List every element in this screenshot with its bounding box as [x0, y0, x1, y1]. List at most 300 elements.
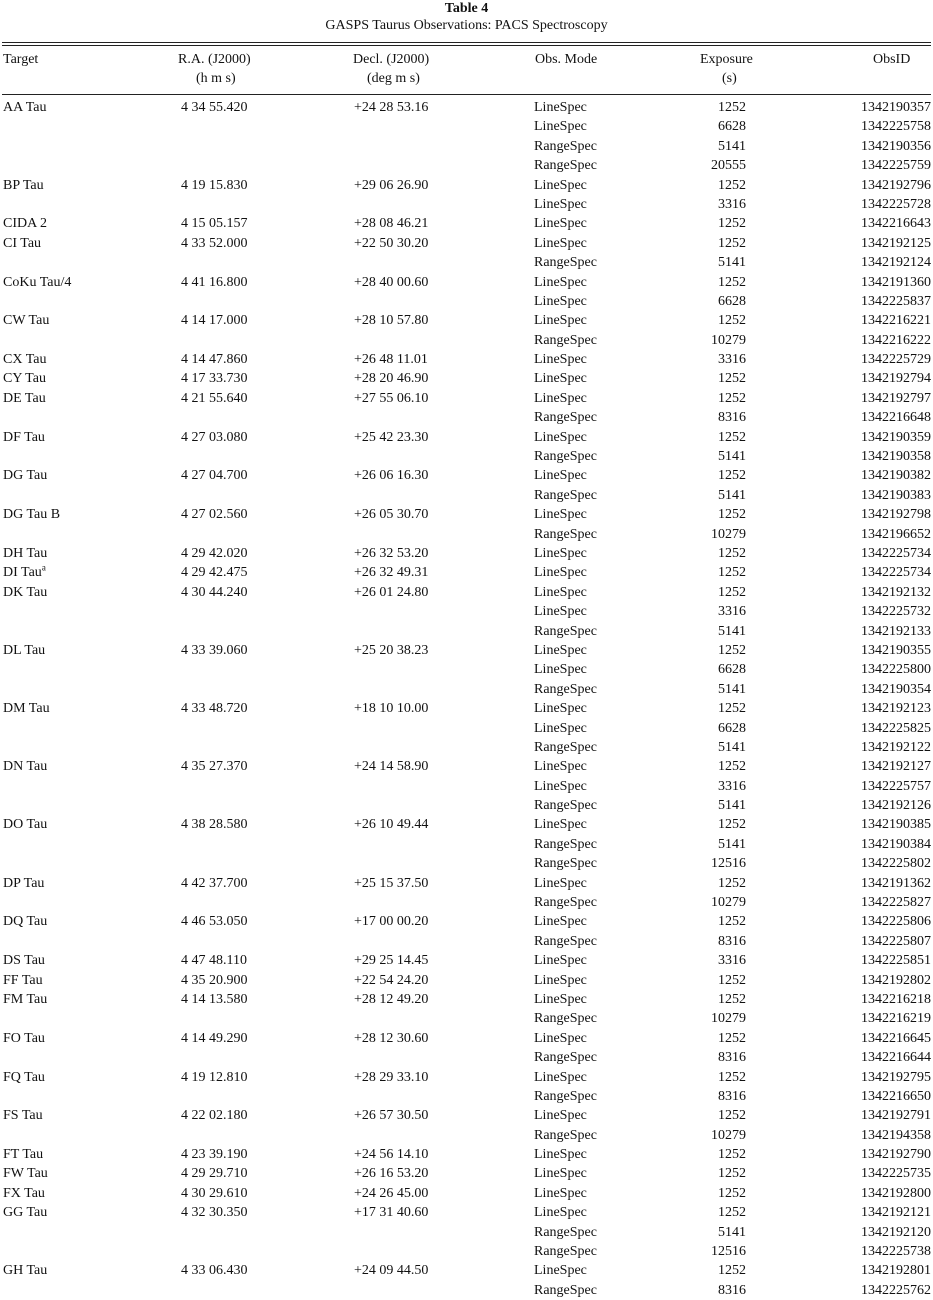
table-number: Table 4	[444, 1, 489, 16]
target-cell: DM Tau	[3, 701, 50, 717]
dec-cell: +26 32 49.31	[354, 565, 429, 581]
obs-mode-cell: LineSpec	[534, 565, 587, 581]
obsid-cell: 1342192120	[861, 1224, 931, 1240]
ra-cell: 4 33 48.720	[181, 701, 248, 717]
obsid-cell: 1342190358	[861, 449, 931, 465]
ra-cell: 4 14 17.000	[181, 313, 248, 329]
obsid-cell: 1342216648	[861, 410, 931, 426]
obsid-cell: 1342225734	[861, 565, 931, 581]
obs-mode-cell: LineSpec	[534, 1166, 587, 1182]
ra-cell: 4 29 42.475	[181, 565, 248, 581]
target-cell: DI Tau$^a$	[3, 562, 46, 581]
obs-mode-cell: LineSpec	[534, 875, 587, 891]
dec-cell: +25 15 37.50	[354, 875, 429, 891]
target-cell: FQ Tau	[3, 1069, 45, 1085]
table-row	[0, 331, 933, 350]
dec-cell: +26 57 30.50	[354, 1108, 429, 1124]
table-row	[0, 1145, 933, 1164]
obsid-cell: 1342192132	[861, 584, 931, 600]
obs-mode-cell: LineSpec	[534, 1069, 587, 1085]
target-cell: GH Tau	[3, 1263, 48, 1279]
table-row	[0, 1223, 933, 1242]
table-row	[0, 137, 933, 156]
obsid-cell: 1342216219	[861, 1011, 931, 1027]
target-cell: CY Tau	[3, 371, 46, 387]
table-row	[0, 893, 933, 912]
obs-mode-cell: LineSpec	[534, 119, 587, 135]
obs-mode-cell: RangeSpec	[534, 856, 597, 872]
obs-mode-cell: LineSpec	[534, 991, 587, 1007]
obs-mode-cell: LineSpec	[534, 100, 587, 115]
dec-cell: +24 56 14.10	[354, 1147, 429, 1163]
obsid-cell: 1342196652	[861, 526, 931, 542]
exposure-cell: 6628	[718, 720, 746, 736]
table-row	[0, 1281, 933, 1300]
exposure-cell: 6628	[718, 662, 746, 678]
obsid-cell: 1342192801	[861, 1263, 931, 1279]
obs-mode-cell: RangeSpec	[534, 1011, 597, 1027]
ra-cell: 4 35 20.900	[181, 972, 248, 988]
dec-cell: +22 50 30.20	[354, 235, 429, 251]
target-cell: BP Tau	[3, 177, 44, 193]
exposure-cell: 5141	[718, 1224, 746, 1240]
header-ra-unit: (h m s)	[196, 71, 236, 86]
obs-mode-cell: RangeSpec	[534, 1088, 597, 1104]
table-row	[0, 1087, 933, 1106]
obsid-cell: 1342225806	[861, 914, 931, 930]
exposure-cell: 8316	[718, 1050, 746, 1066]
table-row	[0, 466, 933, 485]
exposure-cell: 1252	[718, 1030, 746, 1046]
obs-mode-cell: LineSpec	[534, 953, 587, 969]
target-cell: DH Tau	[3, 545, 48, 561]
table-title: GASPS Taurus Observations: PACS Spectroscopy	[325, 18, 608, 33]
obsid-cell: 1342225759	[861, 158, 931, 174]
target-cell: FS Tau	[3, 1108, 43, 1124]
obsid-cell: 1342225825	[861, 720, 931, 736]
obsid-cell: 1342192133	[861, 623, 931, 639]
target-cell: DK Tau	[3, 584, 48, 600]
exposure-cell: 1252	[718, 468, 746, 484]
exposure-cell: 1252	[718, 545, 746, 561]
ra-cell: 4 46 53.050	[181, 914, 248, 930]
obs-mode-cell: RangeSpec	[534, 895, 597, 911]
exposure-cell: 3316	[718, 352, 746, 368]
dec-cell: +27 55 06.10	[354, 390, 429, 406]
obsid-cell: 1342190385	[861, 817, 931, 833]
obsid-cell: 1342192802	[861, 972, 931, 988]
target-cell: DP Tau	[3, 875, 45, 891]
obs-mode-cell: RangeSpec	[534, 487, 597, 503]
target-cell: FF Tau	[3, 972, 43, 988]
exposure-cell: 12516	[711, 856, 746, 872]
target-cell: DO Tau	[3, 817, 48, 833]
obsid-cell: 1342192796	[861, 177, 931, 193]
exposure-cell: 1252	[718, 565, 746, 581]
ra-cell: 4 33 39.060	[181, 642, 248, 658]
dec-cell: +26 32 53.20	[354, 545, 429, 561]
obsid-cell: 1342225735	[861, 1166, 931, 1182]
exposure-cell: 3316	[718, 778, 746, 794]
table-row	[0, 350, 933, 369]
obs-mode-cell: RangeSpec	[534, 739, 597, 755]
obs-mode-cell: LineSpec	[534, 371, 587, 387]
obsid-cell: 1342192791	[861, 1108, 931, 1124]
obsid-cell: 1342225802	[861, 856, 931, 872]
dec-cell: +25 42 23.30	[354, 429, 429, 445]
table-row	[0, 234, 933, 253]
exposure-cell: 3316	[718, 604, 746, 620]
exposure-cell: 1252	[718, 1147, 746, 1163]
exposure-cell: 10279	[711, 526, 746, 542]
exposure-cell: 1252	[718, 313, 746, 329]
exposure-cell: 12516	[711, 1244, 746, 1260]
exposure-cell: 10279	[711, 1127, 746, 1143]
ra-cell: 4 17 33.730	[181, 371, 248, 387]
exposure-cell: 5141	[718, 487, 746, 503]
obs-mode-cell: LineSpec	[534, 352, 587, 368]
obs-mode-cell: LineSpec	[534, 1185, 587, 1201]
obs-mode-cell: LineSpec	[534, 216, 587, 232]
obs-mode-cell: RangeSpec	[534, 449, 597, 465]
ra-cell: 4 33 52.000	[181, 235, 248, 251]
table-caption	[0, 0, 933, 34]
dec-cell: +17 31 40.60	[354, 1205, 429, 1221]
exposure-cell: 1252	[718, 914, 746, 930]
table-row	[0, 602, 933, 621]
dec-cell: +26 10 49.44	[354, 817, 429, 833]
table-row	[0, 622, 933, 641]
ra-cell: 4 27 02.560	[181, 507, 248, 523]
obs-mode-cell: RangeSpec	[534, 681, 597, 697]
dec-cell: +26 05 30.70	[354, 507, 429, 523]
target-cell: CIDA 2	[3, 216, 47, 232]
obsid-cell: 1342190359	[861, 429, 931, 445]
obs-mode-cell: RangeSpec	[534, 1050, 597, 1066]
table-row	[0, 719, 933, 738]
header-target: Target	[3, 52, 39, 67]
obs-mode-cell: RangeSpec	[534, 332, 597, 348]
table-row	[0, 1126, 933, 1145]
ra-cell: 4 27 04.700	[181, 468, 248, 484]
exposure-cell: 10279	[711, 1011, 746, 1027]
exposure-cell: 5141	[718, 623, 746, 639]
table-row	[0, 854, 933, 873]
target-cell: CX Tau	[3, 352, 47, 368]
footnote-marker: a	[41, 562, 46, 573]
exposure-cell: 5141	[718, 449, 746, 465]
target-cell: FO Tau	[3, 1030, 45, 1046]
obsid-cell: 1342191360	[861, 274, 931, 290]
exposure-cell: 5141	[718, 681, 746, 697]
exposure-cell: 1252	[718, 507, 746, 523]
obsid-cell: 1342190384	[861, 836, 931, 852]
table-row	[0, 583, 933, 602]
ra-cell: 4 34 55.420	[181, 100, 248, 115]
target-cell: DG Tau B	[3, 507, 61, 523]
table-row	[0, 408, 933, 427]
ra-cell: 4 14 13.580	[181, 991, 248, 1007]
obs-mode-cell: RangeSpec	[534, 410, 597, 426]
table-row	[0, 1203, 933, 1222]
table-row	[0, 505, 933, 524]
table-row	[0, 117, 933, 136]
table-row	[0, 447, 933, 466]
obsid-cell: 1342190355	[861, 642, 931, 658]
target-cell: FW Tau	[3, 1166, 48, 1182]
target-cell: DL Tau	[3, 642, 46, 658]
obsid-cell: 1342192122	[861, 739, 931, 755]
exposure-cell: 1252	[718, 390, 746, 406]
table-row	[0, 486, 933, 505]
target-cell: DS Tau	[3, 953, 45, 969]
obsid-cell: 1342216218	[861, 991, 931, 1007]
obs-mode-cell: LineSpec	[534, 972, 587, 988]
table-row	[0, 544, 933, 563]
header-dec-unit: (deg m s)	[367, 71, 420, 86]
exposure-cell: 1252	[718, 759, 746, 775]
ra-cell: 4 21 55.640	[181, 390, 248, 406]
obs-mode-cell: LineSpec	[534, 274, 587, 290]
obs-mode-cell: LineSpec	[534, 720, 587, 736]
header-exposure-unit: (s)	[722, 71, 737, 86]
header-obsid: ObsID	[873, 52, 911, 67]
obs-mode-cell: LineSpec	[534, 778, 587, 794]
header-exposure: Exposure	[700, 52, 753, 67]
dec-cell: +17 00 00.20	[354, 914, 429, 930]
header-mode: Obs. Mode	[535, 52, 598, 67]
obsid-cell: 1342225728	[861, 196, 931, 212]
exposure-cell: 1252	[718, 1166, 746, 1182]
exposure-cell: 3316	[718, 953, 746, 969]
exposure-cell: 5141	[718, 138, 746, 154]
exposure-cell: 1252	[718, 972, 746, 988]
obsid-cell: 1342192798	[861, 507, 931, 523]
target-cell: FT Tau	[3, 1147, 44, 1163]
obs-mode-cell: LineSpec	[534, 468, 587, 484]
obs-mode-cell: RangeSpec	[534, 526, 597, 542]
dec-cell: +28 08 46.21	[354, 216, 429, 232]
obs-mode-cell: LineSpec	[534, 390, 587, 406]
table-row	[0, 1068, 933, 1087]
obsid-cell: 1342192797	[861, 390, 931, 406]
obs-mode-cell: LineSpec	[534, 545, 587, 561]
ra-cell: 4 35 27.370	[181, 759, 248, 775]
table-row	[0, 912, 933, 931]
ra-cell: 4 32 30.350	[181, 1205, 248, 1221]
table-row	[0, 214, 933, 233]
exposure-cell: 10279	[711, 895, 746, 911]
table-row	[0, 777, 933, 796]
dec-cell: +26 16 53.20	[354, 1166, 429, 1182]
obsid-cell: 1342216643	[861, 216, 931, 232]
obs-mode-cell: RangeSpec	[534, 1224, 597, 1240]
obsid-cell: 1342190357	[861, 100, 931, 115]
obsid-cell: 1342225827	[861, 895, 931, 911]
table-row	[0, 971, 933, 990]
dec-cell: +28 10 57.80	[354, 313, 429, 329]
ra-cell: 4 47 48.110	[181, 953, 247, 969]
obsid-cell: 1342225762	[861, 1282, 931, 1298]
dec-cell: +24 14 58.90	[354, 759, 429, 775]
obsid-cell: 1342191362	[861, 875, 931, 891]
table-header	[0, 46, 933, 94]
dec-cell: +18 10 10.00	[354, 701, 429, 717]
target-cell: DF Tau	[3, 429, 45, 445]
table-row	[0, 292, 933, 311]
table-row	[0, 1106, 933, 1125]
obs-mode-cell: LineSpec	[534, 1108, 587, 1124]
table-row	[0, 1029, 933, 1048]
exposure-cell: 1252	[718, 177, 746, 193]
exposure-cell: 3316	[718, 196, 746, 212]
obs-mode-cell: LineSpec	[534, 759, 587, 775]
target-cell: FX Tau	[3, 1185, 45, 1201]
ra-cell: 4 29 29.710	[181, 1166, 248, 1182]
obsid-cell: 1342216644	[861, 1050, 931, 1066]
table-row	[0, 951, 933, 970]
target-cell: DG Tau	[3, 468, 48, 484]
obsid-cell: 1342225837	[861, 293, 931, 309]
ra-cell: 4 42 37.700	[181, 875, 248, 891]
obs-mode-cell: LineSpec	[534, 604, 587, 620]
obs-mode-cell: RangeSpec	[534, 138, 597, 154]
target-cell: CI Tau	[3, 235, 42, 251]
table-row	[0, 1184, 933, 1203]
dec-cell: +26 48 11.01	[354, 352, 428, 368]
ra-cell: 4 19 12.810	[181, 1069, 248, 1085]
exposure-cell: 1252	[718, 1263, 746, 1279]
table-row	[0, 660, 933, 679]
target-cell: AA Tau	[3, 100, 47, 115]
obsid-cell: 1342216645	[861, 1030, 931, 1046]
obsid-cell: 1342225851	[861, 953, 931, 969]
target-cell: FM Tau	[3, 991, 48, 1007]
target-cell: DQ Tau	[3, 914, 48, 930]
header-dec: Decl. (J2000)	[353, 52, 430, 67]
ra-cell: 4 14 49.290	[181, 1030, 248, 1046]
exposure-cell: 6628	[718, 293, 746, 309]
obs-mode-cell: LineSpec	[534, 1263, 587, 1279]
exposure-cell: 1252	[718, 429, 746, 445]
target-cell: CW Tau	[3, 313, 50, 329]
exposure-cell: 1252	[718, 642, 746, 658]
obs-mode-cell: RangeSpec	[534, 1127, 597, 1143]
dec-cell: +28 12 49.20	[354, 991, 429, 1007]
exposure-cell: 8316	[718, 933, 746, 949]
table-row	[0, 563, 933, 582]
obsid-cell: 1342216650	[861, 1088, 931, 1104]
exposure-cell: 1252	[718, 100, 746, 115]
obs-mode-cell: RangeSpec	[534, 1282, 597, 1298]
table-row	[0, 680, 933, 699]
obsid-cell: 1342190383	[861, 487, 931, 503]
table-body	[0, 98, 933, 1300]
table-row	[0, 195, 933, 214]
exposure-cell: 1252	[718, 584, 746, 600]
table-row	[0, 1242, 933, 1261]
ra-cell: 4 23 39.190	[181, 1147, 248, 1163]
obs-mode-cell: LineSpec	[534, 701, 587, 717]
obs-mode-cell: RangeSpec	[534, 933, 597, 949]
table-row	[0, 990, 933, 1009]
exposure-cell: 1252	[718, 991, 746, 1007]
dec-cell: +24 09 44.50	[354, 1263, 429, 1279]
ra-cell: 4 38 28.580	[181, 817, 248, 833]
obsid-cell: 1342225757	[861, 778, 931, 794]
exposure-cell: 1252	[718, 701, 746, 717]
ra-cell: 4 14 47.860	[181, 352, 248, 368]
obs-mode-cell: LineSpec	[534, 196, 587, 212]
exposure-cell: 1252	[718, 371, 746, 387]
dec-cell: +24 28 53.16	[354, 100, 429, 115]
dec-cell: +26 01 24.80	[354, 584, 429, 600]
dec-cell: +28 29 33.10	[354, 1069, 429, 1085]
ra-cell: 4 19 15.830	[181, 177, 248, 193]
obs-mode-cell: LineSpec	[534, 662, 587, 678]
obsid-cell: 1342216221	[861, 313, 931, 329]
obsid-cell: 1342192125	[861, 235, 931, 251]
ra-cell: 4 27 03.080	[181, 429, 248, 445]
obsid-cell: 1342225807	[861, 933, 931, 949]
dec-cell: +28 40 00.60	[354, 274, 429, 290]
table-row	[0, 738, 933, 757]
table-row	[0, 1009, 933, 1028]
ra-cell: 4 41 16.800	[181, 274, 248, 290]
table-row	[0, 1164, 933, 1183]
table-row	[0, 156, 933, 175]
ra-cell: 4 33 06.430	[181, 1263, 248, 1279]
dec-cell: +25 20 38.23	[354, 642, 429, 658]
exposure-cell: 5141	[718, 798, 746, 814]
obs-mode-cell: LineSpec	[534, 235, 587, 251]
table-row	[0, 273, 933, 292]
obsid-cell: 1342225758	[861, 119, 931, 135]
obs-mode-cell: LineSpec	[534, 507, 587, 523]
exposure-cell: 1252	[718, 274, 746, 290]
table-row	[0, 311, 933, 330]
obs-mode-cell: RangeSpec	[534, 798, 597, 814]
table-row	[0, 796, 933, 815]
dec-cell: +28 12 30.60	[354, 1030, 429, 1046]
table-row	[0, 699, 933, 718]
obsid-cell: 1342225734	[861, 545, 931, 561]
dec-cell: +29 06 26.90	[354, 177, 429, 193]
exposure-cell: 1252	[718, 1108, 746, 1124]
table-row	[0, 641, 933, 660]
obs-mode-cell: LineSpec	[534, 1147, 587, 1163]
exposure-cell: 8316	[718, 1282, 746, 1298]
table-row	[0, 428, 933, 447]
target-cell: DE Tau	[3, 390, 46, 406]
exposure-cell: 5141	[718, 255, 746, 271]
dec-cell: +22 54 24.20	[354, 972, 429, 988]
ra-cell: 4 15 05.157	[181, 216, 248, 232]
exposure-cell: 1252	[718, 875, 746, 891]
exposure-cell: 5141	[718, 836, 746, 852]
obs-mode-cell: LineSpec	[534, 313, 587, 329]
ra-cell: 4 30 29.610	[181, 1185, 248, 1201]
obs-mode-cell: LineSpec	[534, 177, 587, 193]
obs-mode-cell: RangeSpec	[534, 623, 597, 639]
obs-mode-cell: RangeSpec	[534, 1244, 597, 1260]
obsid-cell: 1342192127	[861, 759, 931, 775]
obsid-cell: 1342192794	[861, 371, 931, 387]
exposure-cell: 1252	[718, 216, 746, 232]
obs-mode-cell: LineSpec	[534, 429, 587, 445]
exposure-cell: 6628	[718, 119, 746, 135]
obsid-cell: 1342225732	[861, 604, 931, 620]
